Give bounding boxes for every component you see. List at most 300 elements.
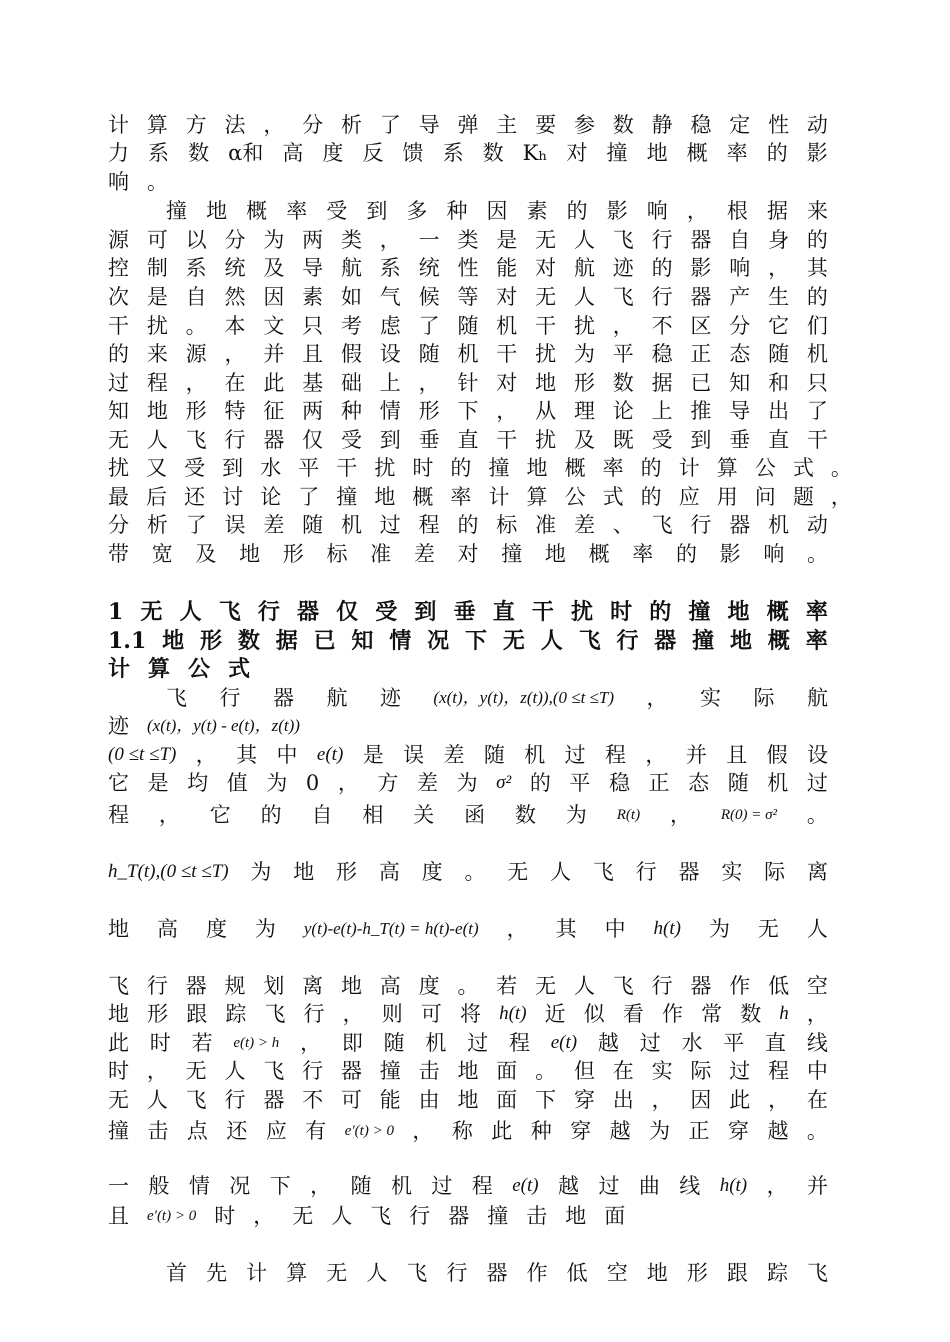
- text-token: 率: [286, 199, 308, 223]
- text-token: 般: [148, 1174, 170, 1198]
- text-token: ，: [412, 1119, 434, 1143]
- text-token: 它: [209, 803, 231, 827]
- text-token: 且: [726, 743, 748, 767]
- text-token: 础: [340, 371, 362, 395]
- text-token: 过: [108, 371, 129, 395]
- text-token: 率: [632, 542, 654, 566]
- text-token: 推: [690, 399, 712, 423]
- text-token: 扰: [535, 342, 557, 366]
- text-token: ，: [342, 1002, 364, 1026]
- text-line: [108, 1201, 828, 1231]
- text-line: [108, 282, 828, 312]
- text-token: 随: [483, 743, 505, 767]
- text-token: 准: [370, 542, 392, 566]
- text-token: 低: [768, 974, 790, 998]
- text-token: ，: [669, 803, 691, 827]
- text-token: 程: [146, 371, 168, 395]
- text-token: 高: [282, 141, 304, 165]
- text-token: 人: [573, 285, 595, 309]
- text-token: 平: [298, 456, 320, 480]
- text-token: 它: [108, 771, 129, 795]
- text-token: 假: [340, 342, 362, 366]
- text-line: [108, 253, 828, 283]
- text-token: 形: [336, 860, 358, 884]
- text-token: 源: [185, 342, 207, 366]
- text-token: 导: [729, 399, 751, 423]
- text-token: 算: [148, 656, 171, 682]
- text-token: 面: [496, 1059, 518, 1083]
- text-token: ，: [300, 1031, 322, 1055]
- text-token: 穿: [570, 1119, 592, 1143]
- text-token: 人: [331, 1204, 353, 1228]
- text-token: 此: [491, 1119, 513, 1143]
- text-token: 飞: [807, 1261, 828, 1285]
- text-token: 准: [535, 513, 557, 537]
- text-token: ，: [195, 743, 217, 767]
- text-token: 不: [651, 314, 673, 338]
- text-token: 飞: [612, 228, 634, 252]
- text-token: 源: [108, 228, 129, 252]
- text-token: 考: [340, 314, 362, 338]
- text-token: 干: [108, 314, 129, 338]
- text-token: ，: [646, 686, 668, 710]
- text-token: 穿: [728, 1119, 750, 1143]
- text-token: 产: [729, 285, 751, 309]
- text-token: 撞: [487, 1204, 509, 1228]
- text-token: ，: [337, 771, 359, 795]
- text-token: 率: [805, 628, 828, 654]
- text-token: 行: [616, 628, 639, 654]
- text-token: 要: [535, 113, 557, 137]
- text-token: 为: [649, 1119, 671, 1143]
- text-token: 计: [488, 485, 510, 509]
- text-token: 为: [456, 771, 478, 795]
- text-token: 以: [185, 228, 207, 252]
- text-token: 离: [806, 860, 828, 884]
- text-token: 们: [806, 314, 828, 338]
- text-token: 响: [729, 256, 751, 280]
- text-token: 其: [236, 743, 258, 767]
- text-token: 扰: [108, 456, 129, 480]
- text-token: 种: [340, 399, 362, 423]
- text-token: 行: [303, 1002, 325, 1026]
- text-token: 时: [412, 456, 434, 480]
- text-token: 程: [108, 803, 129, 827]
- text-token: 公: [564, 485, 586, 509]
- text-token: 为: [254, 917, 276, 941]
- text-token: 地: [646, 141, 668, 165]
- text-token: 根: [726, 199, 748, 223]
- text-token: 扰: [535, 428, 557, 452]
- text-line: [108, 510, 828, 540]
- text-token: ，: [158, 803, 180, 827]
- text-token: 析: [146, 513, 168, 537]
- text-token: 并: [685, 743, 707, 767]
- text-token: 。: [464, 860, 486, 884]
- text-token: 似: [583, 1002, 605, 1026]
- text-token: 踪: [225, 1002, 247, 1026]
- text-token: 多: [406, 199, 428, 223]
- text-token: 概: [564, 456, 586, 480]
- text-line: [108, 800, 828, 830]
- text-token: 越: [609, 1119, 631, 1143]
- text-token: 地: [293, 860, 315, 884]
- text-line: [108, 711, 828, 741]
- text-token: 地: [457, 1059, 479, 1083]
- text-token: 水: [260, 456, 282, 480]
- text-line: [166, 196, 828, 226]
- text-token: 了: [379, 113, 401, 137]
- text-token: h_T(t),(0 ≤t ≤T): [108, 861, 229, 882]
- text-token: 看: [622, 1002, 644, 1026]
- text-token: 均: [187, 771, 209, 795]
- text-token: 为: [565, 803, 587, 827]
- text-token: 过: [379, 513, 401, 537]
- text-line: [108, 453, 852, 483]
- text-token: 无: [502, 628, 525, 654]
- text-token: e(t) > h: [233, 1035, 280, 1051]
- text-token: 据: [275, 628, 298, 654]
- text-token: 规: [224, 974, 246, 998]
- text-token: 随: [383, 1031, 405, 1055]
- text-token: 知: [108, 399, 129, 423]
- text-token: 水: [681, 1031, 703, 1055]
- text-token: 垂: [418, 428, 440, 452]
- text-token: 此: [263, 371, 285, 395]
- text-token: 地: [162, 628, 185, 654]
- text-token: 在: [224, 371, 246, 395]
- text-line: [108, 971, 828, 1001]
- text-token: 类: [340, 228, 362, 252]
- text-token: 馈: [402, 141, 424, 165]
- text-token: α和: [228, 141, 264, 165]
- text-token: 影: [806, 141, 828, 165]
- text-token: 中: [276, 743, 298, 767]
- text-token: 到: [690, 428, 712, 452]
- text-token: 人: [179, 599, 202, 625]
- text-token: 地: [544, 542, 566, 566]
- text-token: 无: [535, 228, 557, 252]
- text-token: 论: [612, 399, 634, 423]
- text-token: 扰: [374, 456, 396, 480]
- text-token: 次: [108, 285, 129, 309]
- text-token: 文: [263, 314, 285, 338]
- text-token: h: [779, 1003, 789, 1024]
- text-token: 特: [224, 399, 246, 423]
- text-token: 正: [690, 342, 712, 366]
- text-token: 公: [754, 456, 776, 480]
- text-token: 飞: [592, 860, 614, 884]
- text-line: [108, 482, 852, 512]
- text-token: 最: [108, 485, 129, 509]
- text-token: 应: [678, 485, 700, 509]
- text-token: 动: [806, 113, 828, 137]
- text-token: e′(t) > 0: [344, 1123, 394, 1139]
- text-token: 因: [486, 199, 508, 223]
- text-token: 函: [464, 803, 486, 827]
- text-token: 有: [305, 1119, 327, 1143]
- text-token: 作: [729, 974, 751, 998]
- text-token: 际: [764, 860, 786, 884]
- text-token: 到: [379, 428, 401, 452]
- text-token: 直: [765, 1031, 787, 1055]
- text-token: 平: [612, 342, 634, 366]
- text-token: 差: [573, 513, 595, 537]
- text-token: 人: [540, 628, 563, 654]
- text-token: 若: [496, 974, 518, 998]
- text-token: 航: [806, 686, 828, 710]
- text-token: 将: [459, 1002, 481, 1026]
- text-token: 及: [195, 542, 217, 566]
- text-token: 、: [612, 513, 634, 537]
- text-token: 人: [146, 1088, 168, 1112]
- text-token: 随: [457, 314, 479, 338]
- text-token: 情: [389, 628, 412, 654]
- text-token: ，: [418, 371, 440, 395]
- text-token: 过: [729, 1059, 751, 1083]
- text-token: 为: [266, 771, 288, 795]
- text-token: 的: [766, 141, 788, 165]
- text-line: [108, 138, 828, 168]
- text-token: 无: [507, 860, 529, 884]
- text-token: 计: [108, 113, 129, 137]
- text-token: 际: [690, 1059, 712, 1083]
- text-token: 相: [362, 803, 384, 827]
- text-token: 越: [597, 1031, 619, 1055]
- text-token: 差: [413, 542, 435, 566]
- text-token: 器: [654, 628, 677, 654]
- text-token: 。: [457, 974, 479, 998]
- text-token: 正: [648, 771, 670, 795]
- text-token: 时: [610, 599, 633, 625]
- text-token: 器: [486, 1261, 508, 1285]
- text-token: 系: [442, 141, 464, 165]
- text-token: 了: [806, 399, 828, 423]
- text-line: [108, 1171, 828, 1201]
- text-token: 无: [108, 428, 129, 452]
- text-token: 态: [688, 771, 710, 795]
- text-token: 差: [443, 743, 465, 767]
- text-token: 到: [222, 456, 244, 480]
- text-token: 1.1: [108, 628, 147, 654]
- text-token: 撞: [488, 456, 510, 480]
- text-token: 即: [341, 1031, 363, 1055]
- text-token: 为: [708, 917, 730, 941]
- text-token: 概: [686, 141, 708, 165]
- text-token: 撞: [501, 542, 523, 566]
- text-token: 无: [140, 599, 163, 625]
- text-token: 行: [224, 1088, 246, 1112]
- text-token: 击: [147, 1119, 169, 1143]
- text-token: 空: [606, 1261, 628, 1285]
- text-token: 此: [108, 1031, 129, 1055]
- text-token: 用: [716, 485, 738, 509]
- text-token: R(0) = σ²: [720, 807, 777, 823]
- text-token: 随: [302, 513, 324, 537]
- text-token: 曲: [638, 1174, 660, 1198]
- text-token: 干: [336, 456, 358, 480]
- text-token: 到: [366, 199, 388, 223]
- text-token: 程: [418, 513, 440, 537]
- text-token: 式: [792, 456, 814, 480]
- text-line: [166, 1258, 828, 1288]
- text-token: 飞: [108, 974, 129, 998]
- text-token: 人: [573, 228, 595, 252]
- text-token: 形: [147, 1002, 169, 1026]
- text-token: 候: [418, 285, 440, 309]
- text-token: 自: [185, 285, 207, 309]
- text-token: 下: [535, 1088, 557, 1112]
- text-token: 影: [719, 542, 741, 566]
- text-token: 能: [379, 1088, 401, 1112]
- text-token: 飞: [263, 1059, 285, 1083]
- text-token: 离: [302, 974, 324, 998]
- text-token: 踪: [766, 1261, 788, 1285]
- text-token: 迹: [612, 256, 634, 280]
- text-token: 率: [726, 141, 748, 165]
- text-token: 的: [649, 599, 672, 625]
- text-token: 导: [418, 113, 440, 137]
- text-token: 器: [185, 974, 207, 998]
- text-token: 率: [805, 599, 828, 625]
- text-token: 又: [146, 456, 168, 480]
- text-token: ，: [253, 1204, 275, 1228]
- text-token: 区: [690, 314, 712, 338]
- text-token: 受: [651, 428, 673, 452]
- text-token: 分: [302, 113, 324, 137]
- text-token: 此: [729, 1088, 751, 1112]
- text-token: 并: [263, 342, 285, 366]
- text-line: [108, 368, 828, 398]
- text-token: 计: [246, 1261, 268, 1285]
- text-token: 且: [302, 342, 324, 366]
- text-token: 带: [108, 542, 129, 566]
- text-token: h(t): [499, 1003, 527, 1024]
- text-token: 不: [302, 1088, 324, 1112]
- text-token: 迹: [379, 686, 401, 710]
- text-token: 种: [530, 1119, 552, 1143]
- text-token: 线: [806, 1031, 828, 1055]
- text-token: 数: [237, 628, 260, 654]
- text-token: 程: [768, 1059, 790, 1083]
- text-token: h(t): [719, 1175, 748, 1196]
- text-token: 面: [496, 1088, 518, 1112]
- text-token: 形: [418, 399, 440, 423]
- text-token: 撞: [606, 141, 628, 165]
- text-token: 受: [184, 456, 206, 480]
- text-token: 器: [690, 285, 712, 309]
- text-token: 稳: [690, 113, 712, 137]
- text-token: 数: [188, 141, 210, 165]
- text-token: 并: [806, 1174, 828, 1198]
- text-token: 如: [340, 285, 362, 309]
- text-token: 误: [224, 513, 246, 537]
- text-token: 算: [526, 485, 548, 509]
- text-line: [108, 167, 828, 197]
- text-token: 了: [185, 513, 207, 537]
- text-token: 线: [679, 1174, 701, 1198]
- text-token: 因: [690, 1088, 712, 1112]
- text-token: 直: [768, 428, 790, 452]
- text-token: ，: [768, 1088, 790, 1112]
- text-token: h(t): [653, 918, 681, 939]
- text-token: ，: [146, 1059, 168, 1083]
- text-token: 方: [377, 771, 399, 795]
- text-token: 设: [806, 743, 828, 767]
- text-token: 。: [185, 314, 207, 338]
- text-token: 率: [602, 456, 624, 480]
- text-token: 行: [690, 513, 712, 537]
- text-token: 。: [807, 542, 828, 566]
- text-token: 据: [766, 199, 788, 223]
- text-line: [166, 683, 828, 713]
- text-token: 地: [565, 1204, 587, 1228]
- text-token: 撞: [166, 199, 187, 223]
- text-token: 随: [350, 1174, 372, 1198]
- text-token: 应: [265, 1119, 287, 1143]
- text-token: 撞: [379, 1059, 401, 1083]
- text-token: 作: [661, 1002, 683, 1026]
- text-token: 过: [431, 1174, 453, 1198]
- text-token: 中: [806, 1059, 828, 1083]
- text-token: 器: [272, 686, 294, 710]
- text-token: 类: [457, 228, 479, 252]
- text-token: 影: [606, 199, 628, 223]
- text-token: 假: [766, 743, 788, 767]
- text-token: 无: [757, 917, 779, 941]
- text-token: 及: [573, 428, 595, 452]
- text-line: [108, 857, 828, 887]
- text-token: e(t): [316, 744, 344, 765]
- text-token: 时: [149, 1031, 171, 1055]
- text-token: 。: [806, 1119, 828, 1143]
- text-token: ，: [766, 1174, 788, 1198]
- text-line: [108, 225, 828, 255]
- text-token: 征: [263, 399, 285, 423]
- text-token: 跟: [186, 1002, 208, 1026]
- text-token: 计: [678, 456, 700, 480]
- text-token: 机: [767, 771, 789, 795]
- text-token: 基: [302, 371, 324, 395]
- text-token: ，: [651, 1088, 673, 1112]
- text-token: 为: [263, 228, 285, 252]
- text-token: 高: [156, 917, 178, 941]
- text-token: 生: [768, 285, 790, 309]
- text-token: 它: [768, 314, 790, 338]
- text-token: 飞: [370, 1204, 392, 1228]
- text-token: 数: [740, 1002, 762, 1026]
- text-token: 上: [379, 371, 401, 395]
- text-token: 情: [188, 1174, 210, 1198]
- text-token: 身: [768, 228, 790, 252]
- text-token: 后: [146, 485, 168, 509]
- text-token: 数: [482, 141, 504, 165]
- text-token: 际: [753, 686, 775, 710]
- text-token: e(t): [550, 1032, 578, 1053]
- text-token: 扰: [570, 599, 593, 625]
- text-token: R(t): [616, 807, 641, 823]
- text-token: 的: [450, 456, 472, 480]
- text-token: 知: [729, 371, 751, 395]
- text-token: 下: [465, 628, 488, 654]
- text-token: 已: [690, 371, 712, 395]
- text-token: 时: [108, 1059, 129, 1083]
- text-token: 差: [263, 513, 285, 537]
- text-token: 器: [678, 860, 700, 884]
- text-token: 若: [191, 1031, 213, 1055]
- text-token: 行: [219, 686, 241, 710]
- text-token: 无: [185, 1059, 207, 1083]
